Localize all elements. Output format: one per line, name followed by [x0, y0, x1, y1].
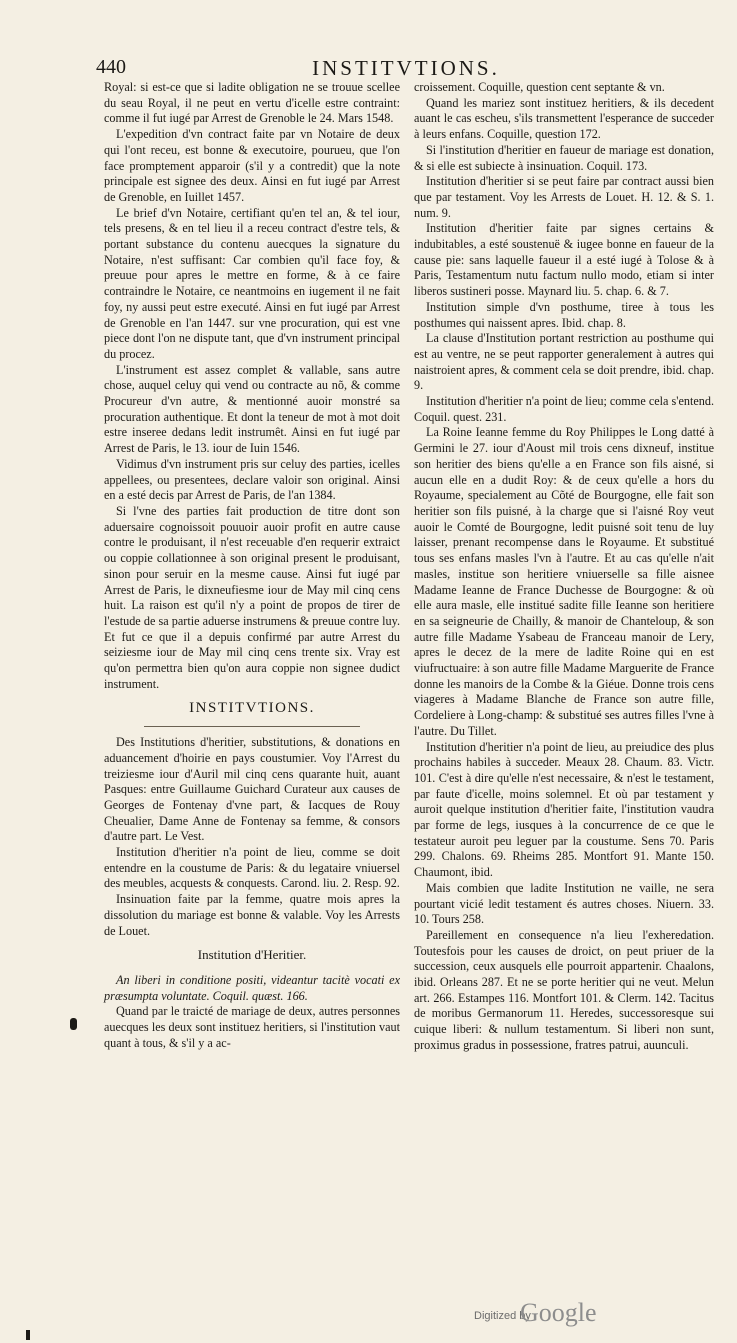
- paragraph: Royal: si est-ce que si ladite obligation ne se trouue scellee du seau Royal, il ne peut en vertu d'icelle estre contraint: comme il fut iugé par Arrest de Grenoble le 24. Mars 1548.: [104, 80, 400, 126]
- running-head: INSTITVTIONS.: [312, 56, 500, 80]
- google-logo: Google: [520, 1298, 597, 1327]
- paragraph: La clause d'Institution portant restriction au posthume qui est au ventre, ne se peut rapporter generalement à autres qui naistroient apres, & comment cela se doit prendre, ibid. chap. 9.: [414, 331, 714, 393]
- latin-quotation: An liberi in conditione positi, videantur tacitè vocati ex præsumpta voluntate. Coquil. quæst. 166.: [104, 972, 400, 1003]
- divider: [144, 726, 360, 727]
- paragraph: Quand les mariez sont instituez heritiers, & ils decedent auant le cas escheu, s'ils transmettent l'esperance de succeder à leurs enfans. Coquille, question 172.: [414, 95, 714, 142]
- page-number: 440: [96, 56, 126, 78]
- paragraph: Institution d'heritier si se peut faire par contract aussi bien que par testament. Voy les Arrests de Louet. H. 12. & S. 1. num. 9.: [414, 174, 714, 220]
- paragraph: Mais combien que ladite Institution ne vaille, ne sera pourtant vicié ledit testament és autres choses. Niuern. 33. 10. Tours 258.: [414, 880, 714, 927]
- ink-blot-mark: [70, 1018, 77, 1030]
- subsection-heading: Institution d'Heritier.: [197, 947, 307, 963]
- left-column: [104, 80, 400, 1051]
- section-heading: INSTITVTIONS.: [189, 700, 315, 717]
- right-column: [414, 80, 714, 1054]
- paragraph: Vidimus d'vn instrument pris sur celuy des parties, icelles appellees, ou presentees, declare valoir son original. Ainsi en a esté decis par Arrest de Paris, de l'an 1384.: [104, 456, 400, 503]
- paragraph: L'instrument est assez complet & vallable, sans autre chose, auquel celuy qui vend ou contracte au nõ, & comme Procureur d'vn autre, & mentionné auoir monstré sa procuration authentique. Et dont la teneur de mot à mot doit estre inseree dedans ledit instrumêt. Ainsi en fut iugé par Arrest de Paris, le 13. iour de Iuin 1546.: [104, 362, 400, 456]
- paragraph: Si l'institution d'heritier en faueur de mariage est donation, & si elle est subiecte à insinuation. Coquil. 173.: [414, 142, 714, 173]
- paragraph: Quand par le traicté de mariage de deux, autres personnes auecques les deux sont instituez heritiers, si l'institution vaut quant à tous, & s'il y a ac-: [104, 1004, 400, 1050]
- digitized-by-label: Digitized by: [474, 1310, 531, 1322]
- paragraph: croissement. Coquille, question cent septante & vn.: [414, 80, 665, 94]
- paragraph: Pareillement en consequence n'a lieu l'exheredation. Toutesfois pour les causes de droict, on peut priuer de la succession, ceux ausquels elle pourroit appartenir. Chaalons, ibid. Orleans 287. Et ne se porte heritier qui ne veut. Melun art. 266. Estampes 116. Montfort 101. & Clerm. 142. Tacitus de moribus Germanorum 11. Heredes, successoresque sui cuique liberi: & nullum testamentum. Si liberi non sunt, proximus gradus in possessione, fratres patrui, auunculi.: [414, 927, 714, 1052]
- digitization-watermark: [474, 1298, 714, 1326]
- paragraph: Institution simple d'vn posthume, tiree à tous les posthumes qui naissent apres. Ibid. chap. 8.: [414, 299, 714, 330]
- paragraph: Institution d'heritier n'a point de lieu; comme cela s'entend. Coquil. quest. 231.: [414, 394, 714, 424]
- paragraph: Le brief d'vn Notaire, certifiant qu'en tel an, & tel iour, tels presens, & en tel lieu il a receu contract d'estre tels, & portant substance du contenu auecques la signature du Notaire, n'est suffisant: Car combien qu'il face foy, & preuue pour apres le mettre en forme, & à ce faire contraindre le Notaire, ce neantmoins en iugement il ne fait foy, ny aussi peut estre executé. Ainsi en fut iugé par Arrest de Grenoble en l'an 1447. sur vne procuration, qui est vne piece dont l'on ne dispute tant, que d'vn instrument principal du procez.: [104, 205, 400, 361]
- paragraph: Institution d'heritier n'a point de lieu, comme se doit entendre en la coustume de Paris: & du legataire vniuersel des meubles, acquests & conquests. Carond. liu. 2. Resp. 92.: [104, 845, 400, 891]
- paragraph: Institution d'heritier faite par signes certains & indubitables, a esté soustenuë & iugee bonne en faueur de la cause pie: sans laquelle faueur il a esté iugé à Tolose & à Paris, Testamentum nutu factum nullo modo, etiam si inter liberos sustineri posse. Maynard liu. 5. chap. 6. & 7.: [414, 221, 714, 299]
- paragraph: La Roine Ieanne femme du Roy Philippes le Long datté à Germini le 27. iour d'Aoust mil trois cens dixneuf, institue son heritier des biens qu'elle a en France son fils aisné, si aucun elle en a dudit Roy: & de ceux qu'elle a hors du Royaume, specialement au Cõté de Bourgogne, elle fait son heritier son fils puisné, à la charge que si l'aisné Roy veut auoir le Comté de Bourgogne, ledit puisné soit tenu de luy laisser, prenant recompense dans le Royaume. Et substitué tous ses enfans masles l'vn à l'autre. Et au cas qu'elle n'ait masles, institue son heritiere vniuerselle sa fille aisnee Madame Ieanne de France Duchesse de Bourgogne: & où elle aura masle, elle institué sadite fille Ieanne son heritiere en sa seigneurie de Chailly, & manoir de Chanteloup, & son autre fille Madame Ysabeau de Franceau manoir de Lery, apres le decez de la mere de ladite Roine qui en est viufructuaire: à son autre fille Madame Marguerite de France donne les manoirs de la Combe & la Giéue. Donne trois cens viageres à Madame Blanche de France son autre fille, Cordeliere à Long-champ: & substitué ses autres filles l'vne à l'autre. Du Tillet.: [414, 425, 714, 738]
- paragraph: Des Institutions d'heritier, substitutions, & donations en aduancement d'hoirie en pays coustumier. Voy l'Arrest du treiziesme iour d'Auril mil cinq cens quarante huit, auant Pasques: entre Guillaume Guichard Curateur aux causes de Georges de Fontenay d'vne part, & Iacques de Rouy Cheualier, Dame Anne de Fontenay sa femme, & consors d'autre part. Le Vest.: [104, 735, 400, 844]
- paragraph: L'expedition d'vn contract faite par vn Notaire de deux qui l'ont receu, est bonne & executoire, pourueu, que l'on face promptement apparoir (s'il y a contredit) que la note principale est signee des deux. Ainsi en fut iugé par Arrest de Grenoble, en Iuillet 1457.: [104, 127, 400, 204]
- page-header: [96, 56, 716, 82]
- paragraph: Institution d'heritier n'a point de lieu, au preiudice des plus prochains habiles à succeder. Meaux 28. Chaum. 83. Victr. 101. C'est à dire qu'elle n'est necessaire, & n'est le testament, par faute d'icelle, moins solemnel. Et où par testament y auroit quelque institution d'heritier faite, l'institution vaudra par forme de legs, iusques à la concurrence de ce que le testateur auroit peu leguer par la coustume. Sens 70. Paris 299. Chalons. 69. Rheims 285. Montfort 91. Mante 150. Chaumont, ibid.: [414, 739, 714, 880]
- scan-mark: [26, 1330, 30, 1340]
- paragraph: Insinuation faite par la femme, quatre mois apres la dissolution du mariage est bonne & valable. Voy les Arrests de Louet.: [104, 892, 400, 938]
- paragraph: Si l'vne des parties fait production de titre dont son aduersaire cognoissoit pouuoir auoir profit en autre cause contre le produisant, il n'est receuable d'en requerir extraict ou coppie collationnee à son original present le produisant, sinon pour seruir en la mesme cause. Ainsi fut iugé par Arrest de Paris, le dixneufiesme iour de May mil cinq cens huit. La raison est qu'il n'y a point de propos de tirer de l'estude de sa partie aduerse instrumens & preuue contre luy. Et fut ce que il a depuis confirmé par autre Arrest du seiziesme iour de May mil cinq cens trente six. Vray est qu'on permettra bien qu'on aura coppie non signee dudict instrument.: [104, 503, 400, 691]
